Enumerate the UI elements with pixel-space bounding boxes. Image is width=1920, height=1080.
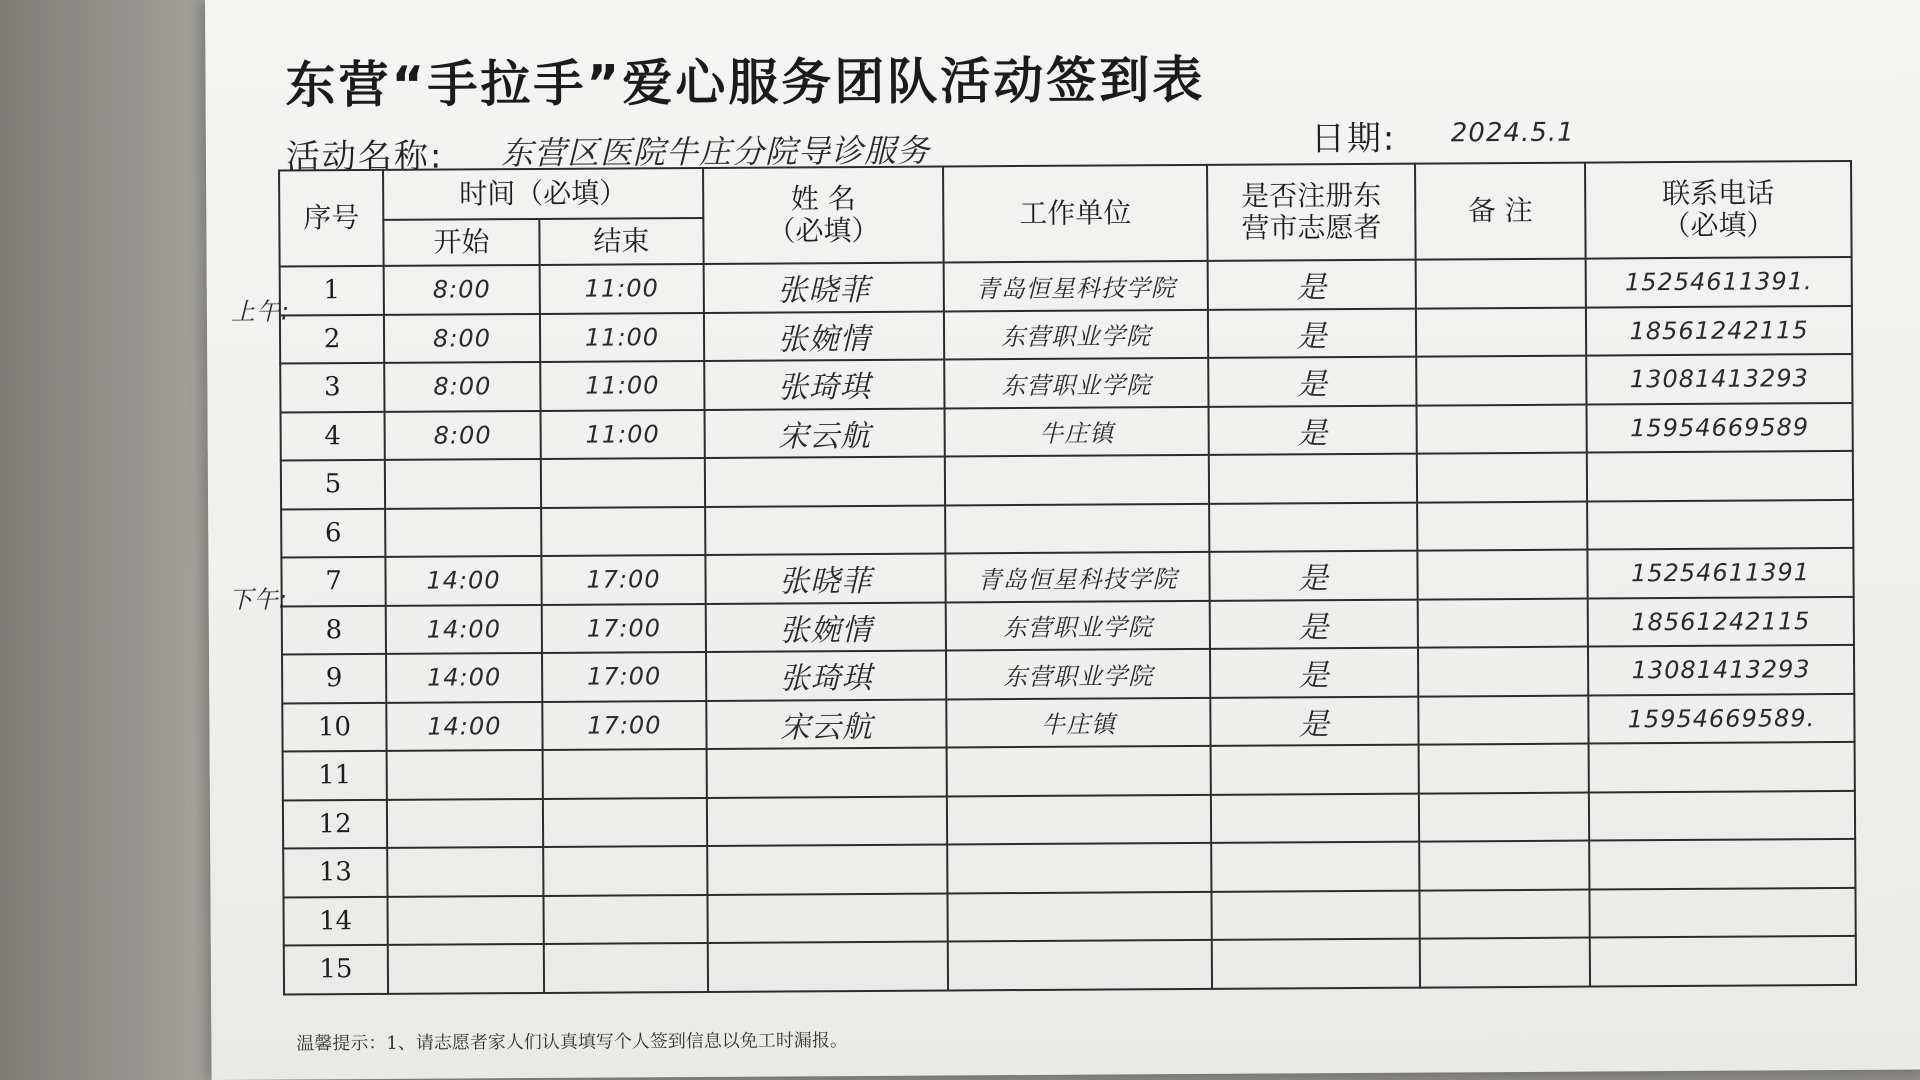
morning-mark: 上午: [230,297,291,326]
phone-cell [1589,790,1855,840]
work-unit-cell [947,746,1211,796]
start-time-cell [385,507,541,556]
phone-cell: 15254611391 [1587,548,1853,598]
remark-cell [1416,259,1586,309]
start-time-cell [387,847,543,896]
remark-cell [1417,501,1587,551]
name-cell [705,505,945,555]
name-cell: 宋云航 [705,408,945,458]
work-unit-cell: 青岛恒星科技学院 [945,552,1209,602]
start-time-cell [387,895,543,944]
name-cell [707,844,947,894]
end-time-cell: 11:00 [541,409,705,459]
work-unit-cell: 牛庄镇 [946,697,1210,747]
name-cell: 张晓菲 [704,262,944,312]
start-time-cell: 14:00 [386,653,542,702]
header-name: 姓 名 （必填） [703,166,944,263]
start-time-cell: 8:00 [384,362,540,411]
header-phone: 联系电话 （必填） [1585,161,1852,259]
registered-cell: 是 [1209,405,1417,455]
work-unit-cell: 东营职业学院 [944,358,1208,408]
work-unit-cell [947,891,1211,941]
work-unit-cell: 东营职业学院 [946,649,1210,699]
start-time-cell: 14:00 [385,556,541,605]
work-unit-cell: 青岛恒星科技学院 [944,261,1208,311]
work-unit-cell: 东营职业学院 [944,309,1208,359]
end-time-cell [541,506,705,556]
start-time-cell [387,798,543,847]
registered-cell [1211,890,1419,940]
start-time-cell: 14:00 [386,604,542,653]
name-cell: 张晓菲 [705,553,945,603]
remark-cell [1417,550,1587,600]
registered-cell: 是 [1208,308,1416,358]
seq-cell: 13 [283,848,387,897]
phone-cell [1587,499,1853,549]
seq-cell: 7 [281,557,385,606]
header-start: 开始 [383,219,539,266]
remark-cell [1419,889,1589,939]
remark-cell [1418,598,1588,648]
registered-cell [1211,745,1419,795]
name-cell: 张琦琪 [704,359,944,409]
name-cell [707,796,947,846]
header-end: 结束 [539,218,703,265]
sign-in-sheet [205,0,1920,1080]
header-unit: 工作单位 [943,165,1208,263]
end-time-cell: 17:00 [542,603,706,653]
seq-cell: 2 [280,314,384,363]
end-time-cell [544,943,708,993]
registered-cell: 是 [1209,551,1417,601]
start-time-cell [387,750,543,799]
seq-cell: 10 [282,702,386,751]
registered-cell: 是 [1208,357,1416,407]
seq-cell: 14 [283,896,387,945]
end-time-cell: 11:00 [540,264,704,314]
activity-name-value: 东营区医院牛庄分院导诊服务 [500,131,931,173]
phone-cell [1589,742,1855,792]
name-cell: 宋云航 [706,699,946,749]
header-seq: 序号 [279,170,384,267]
seq-cell: 8 [282,605,386,654]
name-cell [708,941,948,991]
seq-cell: 12 [283,799,387,848]
end-time-cell: 17:00 [542,652,706,702]
sign-in-rows [280,257,1856,994]
work-unit-cell [947,843,1211,893]
name-cell [707,893,947,943]
activity-name-label: 活动名称: [285,136,444,178]
start-time-cell: 14:00 [386,701,542,750]
remark-cell [1420,938,1590,988]
remark-cell [1418,695,1588,745]
name-cell: 张婉情 [704,311,944,361]
header-time: 时间（必填） [383,168,703,220]
footer-tip: 温馨提示：1、请志愿者家人们认真填写个人签到信息以免工时漏报。 [296,1030,848,1055]
name-cell: 张婉情 [706,602,946,652]
registered-cell [1211,842,1419,892]
seq-cell: 1 [280,266,384,315]
phone-cell: 13081413293 [1586,354,1852,404]
header-remark: 备 注 [1415,163,1586,260]
remark-cell [1416,356,1586,406]
remark-cell [1418,647,1588,697]
end-time-cell: 11:00 [540,312,704,362]
registered-cell [1212,939,1420,989]
name-cell [705,456,945,506]
end-time-cell [543,797,707,847]
date-value: 2024.5.1 [1450,117,1575,149]
end-time-cell [541,458,705,508]
afternoon-mark: 下午: [228,585,288,614]
work-unit-cell [948,940,1212,990]
phone-cell [1587,451,1853,501]
remark-cell [1419,792,1589,842]
phone-cell: 13081413293 [1588,645,1854,695]
registered-cell: 是 [1208,260,1416,310]
phone-cell: 18561242115 [1586,305,1852,355]
phone-cell [1590,936,1856,986]
registered-cell: 是 [1210,696,1418,746]
start-time-cell: 8:00 [384,265,540,314]
phone-cell: 15954669589. [1588,693,1854,743]
name-cell [707,747,947,797]
registered-cell: 是 [1210,648,1418,698]
name-cell: 张琦琪 [706,650,946,700]
seq-cell: 15 [284,945,388,994]
registered-cell [1209,454,1417,504]
start-time-cell [388,944,544,993]
end-time-cell: 17:00 [542,700,706,750]
table-row [284,936,1856,994]
end-time-cell [543,846,707,896]
work-unit-cell: 东营职业学院 [946,600,1210,650]
registered-cell [1211,793,1419,843]
work-unit-cell: 牛庄镇 [945,406,1209,456]
work-unit-cell [947,794,1211,844]
remark-cell [1416,307,1586,357]
date-label: 日期: [1310,118,1397,160]
phone-cell [1589,839,1855,889]
seq-cell: 9 [282,654,386,703]
end-time-cell: 17:00 [541,555,705,605]
seq-cell: 5 [281,460,385,509]
start-time-cell [385,459,541,508]
end-time-cell [543,749,707,799]
remark-cell [1419,841,1589,891]
phone-cell: 15954669589 [1587,402,1853,452]
seq-cell: 6 [281,508,385,557]
header-registered: 是否注册东 营市志愿者 [1207,164,1416,261]
remark-cell [1417,404,1587,454]
end-time-cell [543,894,707,944]
registered-cell [1209,502,1417,552]
start-time-cell: 8:00 [384,313,540,362]
end-time-cell: 11:00 [540,361,704,411]
work-unit-cell [945,455,1209,505]
sheet-title: 东营“手拉手”爱心服务团队活动签到表 [285,50,1206,115]
phone-cell: 18561242115 [1588,596,1854,646]
seq-cell: 4 [281,411,385,460]
start-time-cell: 8:00 [385,410,541,459]
remark-cell [1419,744,1589,794]
desk-surface [0,0,220,1080]
remark-cell [1417,453,1587,503]
work-unit-cell [945,503,1209,553]
phone-cell [1589,887,1855,937]
registered-cell: 是 [1210,599,1418,649]
sign-in-table [278,160,1857,995]
phone-cell: 15254611391. [1586,257,1852,307]
seq-cell: 11 [283,751,387,800]
seq-cell: 3 [280,363,384,412]
